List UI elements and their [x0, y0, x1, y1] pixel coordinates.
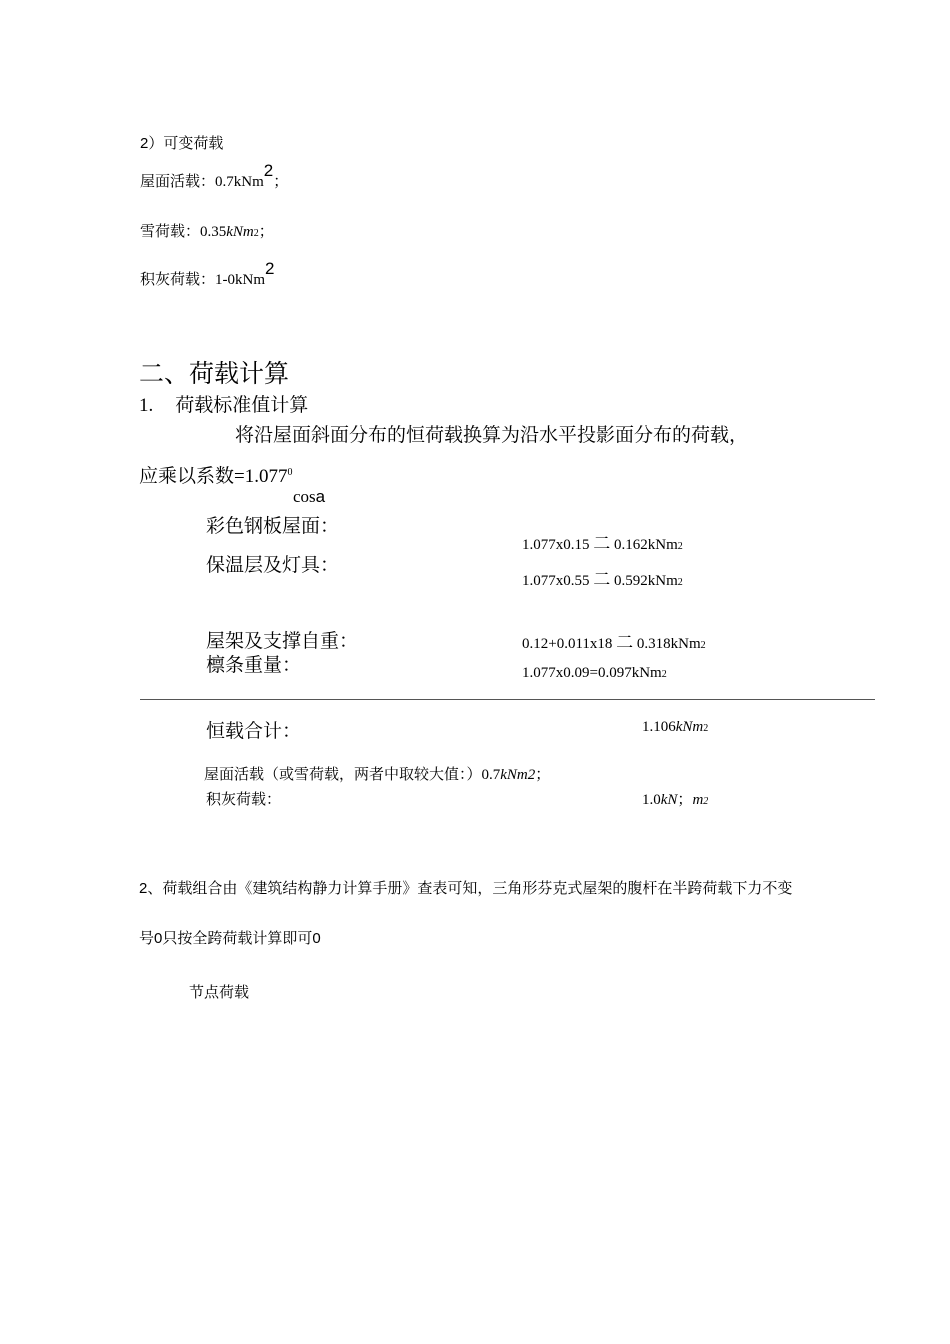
- coefficient-text: 应乘以系数=1.077: [139, 466, 288, 487]
- snow-load-exponent: 2: [253, 228, 259, 239]
- roof-live-load-label: 屋面活载：: [140, 173, 216, 190]
- truss-equals: 二: [616, 633, 634, 652]
- steel-roof-exponent: 2: [677, 541, 683, 552]
- cos-alpha: [293, 487, 325, 507]
- cos-text: cos: [293, 487, 316, 506]
- insulation-equals: 二: [593, 570, 611, 589]
- insulation-result: 0.592kNm: [614, 573, 678, 589]
- snow-load-tail: ；: [258, 223, 274, 240]
- ash-load-value: 1-0kNm: [215, 272, 266, 288]
- steel-roof-equals: 二: [593, 534, 611, 553]
- live-summary-ash-unit-b: m: [692, 792, 704, 808]
- roof-live-load-line: [140, 161, 289, 191]
- snow-load-value: 0.35: [200, 224, 227, 240]
- live-summary-ash-exponent: 2: [703, 796, 709, 807]
- roof-live-load-value: 0.7kNm: [215, 174, 264, 190]
- combination-line-1: 2、荷载组合由《建筑结构静力计算手册》查表可知，三角形芬克式屋架的腹杆在半跨荷载下力不变: [139, 880, 793, 897]
- dead-load-total-unit: kNm: [675, 719, 704, 735]
- variable-loads-heading: 2）可变荷载: [140, 135, 224, 152]
- ash-load-label: 积灰荷载：: [140, 271, 216, 288]
- live-summary-roof-line: [204, 763, 550, 784]
- paragraph-line-1: 将沿屋面斜面分布的恒荷载换算为沿水平投影面分布的荷载，: [235, 425, 749, 446]
- steel-roof-label: 彩色钢板屋面：: [206, 516, 340, 537]
- purlin-label: 檩条重量：: [206, 655, 302, 676]
- snow-load-unit: kNm: [226, 224, 254, 240]
- steel-roof-result: 0.162kNm: [614, 537, 678, 553]
- truss-expression: 0.12+0.011x18: [522, 636, 613, 652]
- section-title: 二、荷载计算: [139, 360, 290, 388]
- subsection-title: [139, 390, 308, 417]
- truss-result: 0.318kNm: [636, 636, 701, 652]
- roof-live-load-tail: ；: [273, 173, 289, 190]
- live-summary-ash-unit-a: kN: [660, 792, 678, 808]
- subsection-title-text: 荷载标准值计算: [175, 395, 309, 416]
- combination-line-2: 号0只按全跨荷载计算即可0: [139, 930, 321, 947]
- live-summary-roof-unit: kNm2: [500, 767, 536, 783]
- dead-load-total-exponent: 2: [703, 723, 709, 734]
- dead-load-total-value: [642, 719, 708, 736]
- coefficient-superscript: 0: [287, 467, 293, 478]
- dead-load-total-label: 恒载合计：: [206, 721, 302, 742]
- live-summary-ash-label: 积灰荷载：: [206, 791, 282, 808]
- insulation-label: 保温层及灯具：: [206, 555, 340, 576]
- paragraph-line-2: [139, 461, 292, 488]
- node-loads-heading: 节点荷载: [189, 984, 250, 1001]
- steel-roof-value: [522, 529, 683, 554]
- live-summary-ash-value: [642, 788, 708, 809]
- cos-alpha-symbol: a: [315, 487, 326, 506]
- insulation-exponent: 2: [677, 577, 683, 588]
- live-summary-ash-separator: ；: [677, 791, 693, 808]
- truss-value: [522, 628, 706, 653]
- truss-label: 屋架及支撑自重：: [206, 631, 359, 652]
- purlin-value: [522, 665, 667, 682]
- ash-load-exponent: 2: [265, 259, 275, 278]
- steel-roof-expression: 1.077x0.15: [522, 537, 590, 553]
- live-summary-roof-number: 0.7: [481, 767, 501, 783]
- live-summary-ash-number: 1.0: [642, 792, 661, 808]
- dead-load-total-number: 1.106: [642, 719, 676, 735]
- purlin-expression: 1.077x0.09=0.097kNm: [522, 665, 662, 681]
- insulation-expression: 1.077x0.55: [522, 573, 590, 589]
- roof-live-load-exponent: 2: [263, 161, 274, 180]
- sum-divider-line: [140, 699, 875, 700]
- live-summary-roof-tail: ；: [535, 766, 551, 783]
- subsection-number: 1.: [139, 395, 154, 416]
- purlin-exponent: 2: [661, 669, 667, 680]
- snow-load-line: [140, 220, 274, 241]
- insulation-value: [522, 565, 683, 590]
- ash-load-line: [140, 259, 275, 289]
- snow-load-label: 雪荷载：: [140, 223, 201, 240]
- truss-exponent: 2: [700, 640, 706, 651]
- live-summary-roof-label: 屋面活载（或雪荷载，两者中取较大值：）: [204, 766, 482, 783]
